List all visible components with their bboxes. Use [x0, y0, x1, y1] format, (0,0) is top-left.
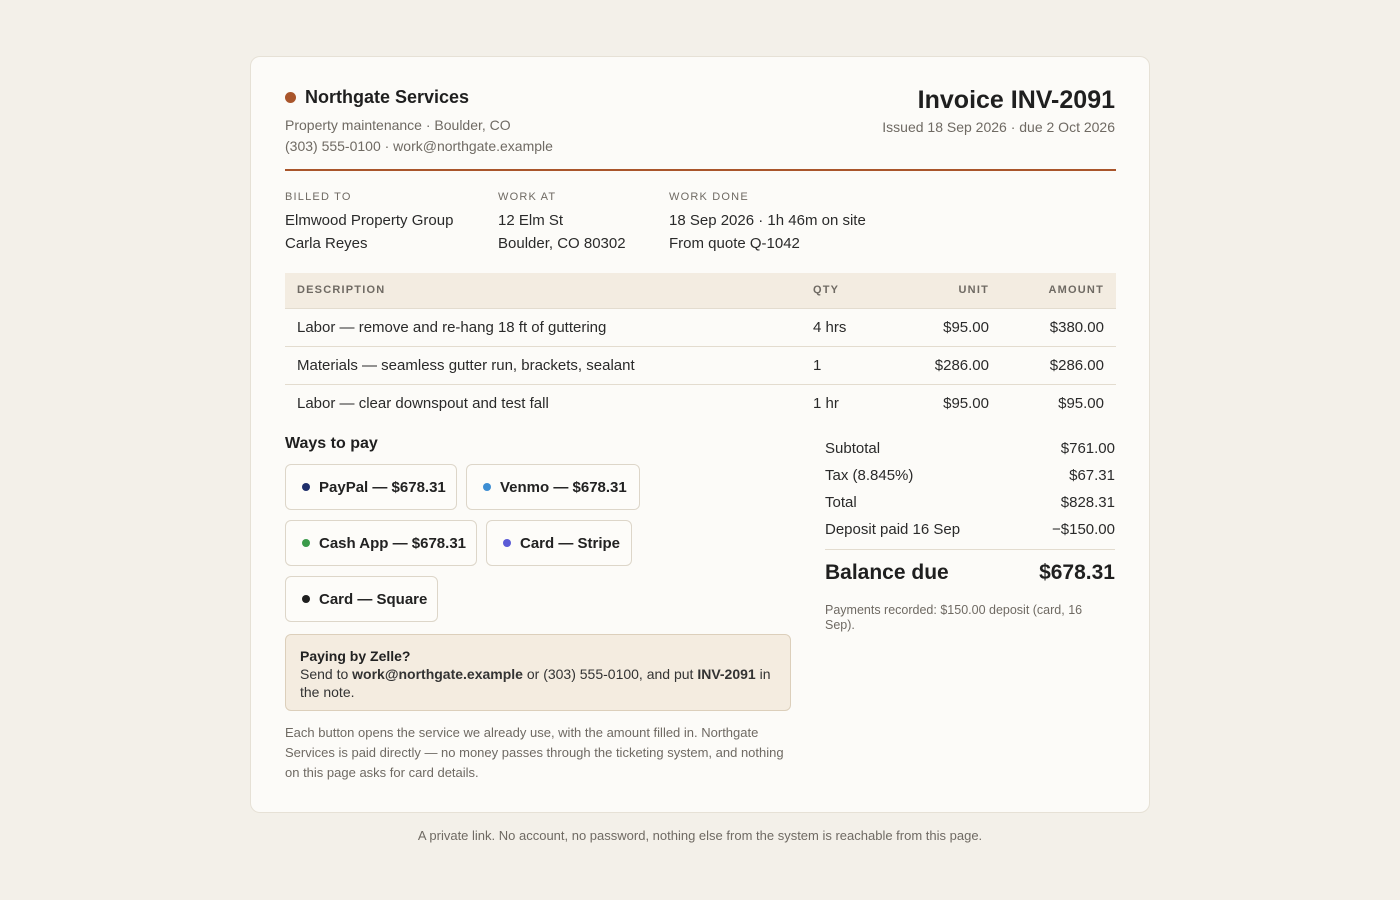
zelle-in-note: in the note.: [300, 666, 771, 700]
header-qty: QTY: [801, 273, 891, 308]
cash-app-button[interactable]: [285, 520, 477, 566]
paypal-button[interactable]: [285, 464, 457, 510]
header-divider: [285, 169, 1116, 171]
business-tagline: Property maintenance · Boulder, CO: [285, 117, 511, 133]
work-at-label: WORK AT: [498, 191, 557, 203]
subtotal-row: [825, 440, 1115, 457]
zelle-title: Paying by Zelle?: [300, 648, 411, 664]
subtotal-label: Subtotal: [825, 440, 881, 457]
totals-divider: [825, 549, 1115, 550]
work-at-street: 12 Elm St: [498, 212, 564, 229]
table-row: [285, 346, 1116, 384]
zelle-invoice-ref: INV-2091: [697, 666, 756, 682]
payments-recorded: Payments recorded: $150.00 deposit (card, 16 Sep).: [825, 603, 1083, 632]
brand-dot-icon: [285, 92, 296, 103]
item-amount: $95.00: [1058, 394, 1104, 412]
zelle-instructions: [285, 634, 791, 711]
stripe-dot-icon: [503, 539, 511, 547]
deposit-label: Deposit paid 16 Sep: [825, 521, 961, 538]
business-name: Northgate Services: [305, 87, 470, 107]
card-stripe-label: Card — Stripe: [520, 534, 621, 552]
table-row: [285, 384, 1116, 422]
cash-app-label: Cash App — $678.31: [319, 534, 467, 552]
item-qty: 1 hr: [813, 394, 839, 412]
table-row: [285, 308, 1116, 346]
tax-row: [825, 467, 1115, 484]
venmo-label: Venmo — $678.31: [500, 478, 627, 496]
item-description: Materials — seamless gutter run, brackets, sealant: [285, 346, 801, 384]
business-details: [285, 115, 553, 157]
total-row: [825, 494, 1115, 511]
privacy-note: A private link. No account, no password, nothing else from the system is reachable from this page.: [417, 828, 983, 843]
work-at-city: Boulder, CO 80302: [498, 235, 626, 252]
balance-due-label: Balance due: [825, 561, 949, 584]
zelle-send-to: Send to: [300, 666, 353, 682]
zelle-or-phone: or (303) 555-0100, and put: [522, 666, 698, 682]
paypal-label: PayPal — $678.31: [319, 478, 446, 496]
zelle-text: [300, 665, 776, 701]
payment-footnote: Each button opens the service we already use, with the amount filled in. Northgate Services is paid directly — no money passes through the ticketing system, and nothing on this page asks for card details.: [285, 725, 784, 780]
item-description: Labor — clear downspout and test fall: [297, 394, 549, 412]
work-done: [669, 191, 866, 255]
deposit-row: [825, 521, 1115, 538]
header-amount: AMOUNT: [1001, 273, 1116, 308]
work-done-quote: From quote Q-1042: [669, 235, 800, 252]
card-square-button[interactable]: [285, 576, 438, 622]
invoice-dates: Issued 18 Sep 2026 · due 2 Oct 2026: [882, 119, 1115, 135]
work-at: [498, 191, 626, 255]
tax-value: $67.31: [1069, 467, 1115, 484]
item-unit: $95.00: [943, 394, 989, 412]
deposit-value: −$150.00: [1052, 521, 1115, 538]
card-stripe-button[interactable]: [486, 520, 632, 566]
invoice-title: Invoice INV-2091: [917, 86, 1115, 114]
card-square-label: Card — Square: [319, 590, 428, 608]
line-items-table: [285, 273, 1116, 422]
balance-due-row: [825, 561, 1115, 585]
work-done-time: 18 Sep 2026 · 1h 46m on site: [669, 212, 866, 229]
item-amount: $380.00: [1001, 308, 1116, 346]
header-unit: UNIT: [891, 273, 1001, 308]
subtotal-value: $761.00: [1060, 440, 1115, 457]
ways-to-pay-title: Ways to pay: [285, 435, 378, 452]
work-done-label: WORK DONE: [669, 191, 749, 203]
billed-to: [285, 191, 453, 255]
brand: [285, 87, 469, 108]
billed-to-contact: Carla Reyes: [285, 235, 368, 252]
business-contact: (303) 555-0100 · work@northgate.example: [285, 138, 553, 154]
zelle-email: work@northgate.example: [352, 666, 523, 682]
table-header-row: [285, 273, 1116, 308]
tax-label: Tax (8.845%): [825, 467, 914, 484]
item-qty: 1: [801, 346, 891, 384]
header-description: DESCRIPTION: [285, 273, 801, 308]
item-description: Labor — remove and re-hang 18 ft of guttering: [285, 308, 801, 346]
item-unit: $95.00: [891, 308, 1001, 346]
invoice-card: [250, 56, 1150, 813]
billed-to-company: Elmwood Property Group: [285, 212, 454, 229]
item-unit: $286.00: [891, 346, 1001, 384]
billed-to-label: BILLED TO: [285, 191, 352, 203]
paypal-dot-icon: [302, 483, 310, 491]
total-value: $828.31: [1060, 494, 1115, 511]
venmo-dot-icon: [483, 483, 491, 491]
cash-app-dot-icon: [302, 539, 310, 547]
item-amount: $286.00: [1001, 346, 1116, 384]
total-label: Total: [825, 494, 857, 511]
venmo-button[interactable]: [466, 464, 640, 510]
square-dot-icon: [302, 595, 310, 603]
item-qty: 4 hrs: [801, 308, 891, 346]
balance-due-value: $678.31: [1039, 561, 1115, 584]
